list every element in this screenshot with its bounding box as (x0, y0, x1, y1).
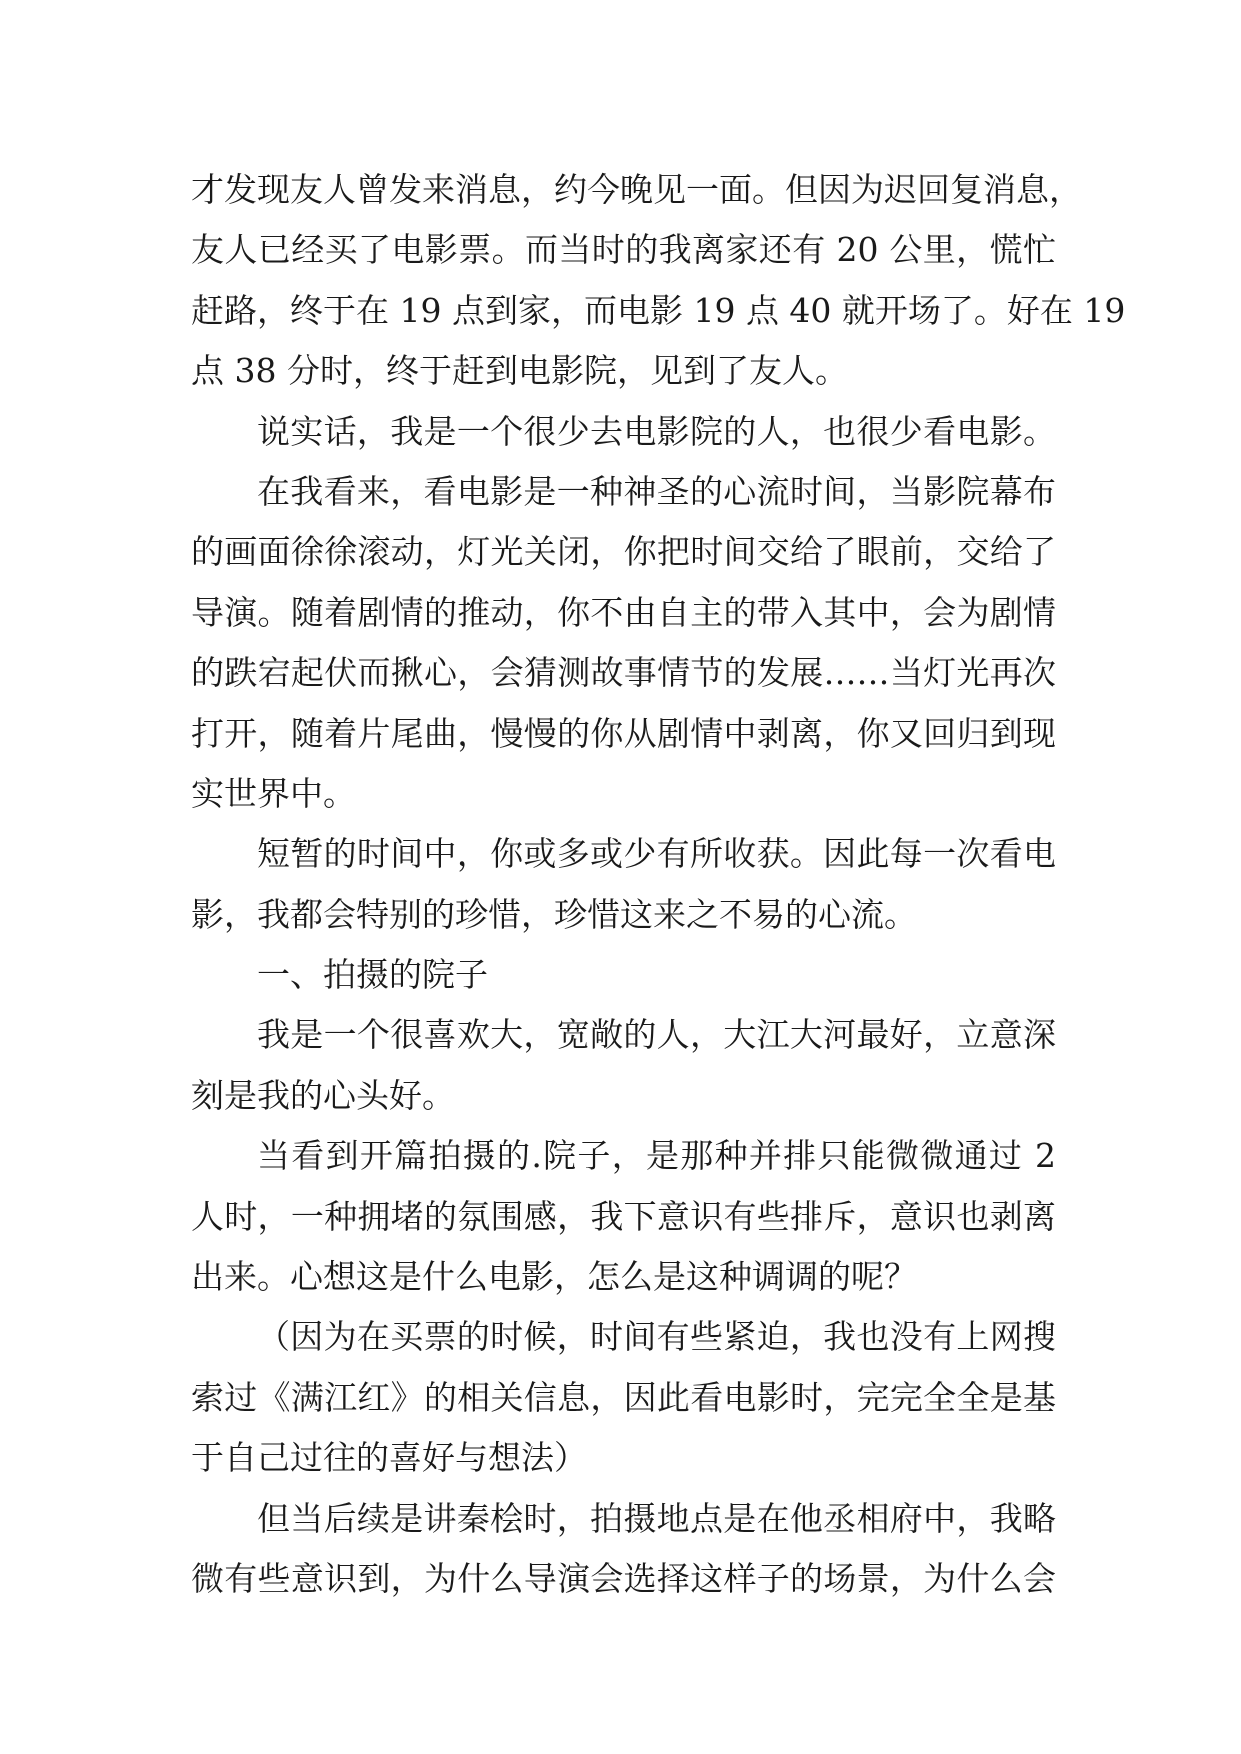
text-line: 但当后续是讲秦桧时，拍摄地点是在他丞相府中，我略 (257, 1498, 1056, 1538)
text-line: 友人已经买了电影票。而当时的我离家还有 20 公里，慌忙 (191, 230, 1056, 270)
text-line: 赶路，终于在 19 点到家，而电影 19 点 40 就开场了。好在 19 (191, 290, 1126, 330)
text-line: 刻是我的心头好。 (191, 1075, 455, 1115)
text-line: 人时，一种拥堵的氛围感，我下意识有些排斥，意识也剥离 (191, 1196, 1056, 1236)
text-line: （因为在买票的时候，时间有些紧迫，我也没有上网搜 (257, 1317, 1056, 1357)
text-line: 实世界中。 (191, 773, 356, 813)
text-line: 说实话，我是一个很少去电影院的人，也很少看电影。 (257, 411, 1056, 451)
text-line: 微有些意识到，为什么导演会选择这样子的场景，为什么会 (191, 1558, 1056, 1598)
text-line: 我是一个很喜欢大，宽敞的人，大江大河最好，立意深 (257, 1015, 1056, 1055)
text-line: 的画面徐徐滚动，灯光关闭，你把时间交给了眼前，交给了 (191, 532, 1056, 572)
text-line: 于自己过往的喜好与想法） (191, 1438, 587, 1478)
text-line: 点 38 分时，终于赶到电影院，见到了友人。 (191, 351, 848, 391)
text-line: 短暂的时间中，你或多或少有所收获。因此每一次看电 (257, 834, 1056, 874)
text-line: 出来。心想这是什么电影，怎么是这种调调的呢？ (191, 1257, 917, 1297)
text-line: 在我看来，看电影是一种神圣的心流时间，当影院幕布 (257, 471, 1056, 511)
text-line: 影，我都会特别的珍惜，珍惜这来之不易的心流。 (191, 894, 917, 934)
text-line: 打开，随着片尾曲，慢慢的你从剧情中剥离，你又回归到现 (191, 713, 1056, 753)
text-line: 的跌宕起伏而揪心，会猜测故事情节的发展……当灯光再次 (191, 653, 1056, 693)
text-line: 当看到开篇拍摄的.院子，是那种并排只能微微通过 2 (257, 1136, 1056, 1176)
text-line: 才发现友人曾发来消息，约今晚见一面。但因为迟回复消息， (191, 170, 1082, 209)
text-line: 导演。随着剧情的推动，你不由自主的带入其中，会为剧情 (191, 592, 1056, 632)
text-line: 索过《满江红》的相关信息，因此看电影时，完完全全是基 (191, 1377, 1056, 1417)
article-body (191, 160, 1126, 1609)
text-line: 一、拍摄的院子 (257, 955, 488, 995)
